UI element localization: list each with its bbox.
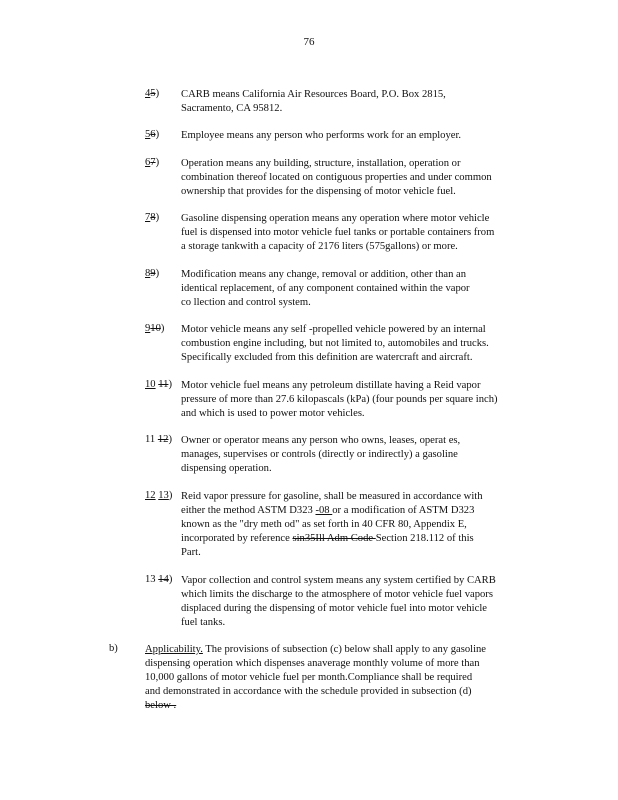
definition-text: Employee means any person who performs work for an employer. [181, 130, 462, 141]
item-number: 10 11) [145, 379, 172, 390]
item-number: 11 12) [145, 434, 172, 445]
definition-text: Owner or operator means any person who owns, leases, operat es, manages, supervises or controls (directly or indirectly) a gasoline dispensing operation. [181, 435, 461, 474]
definition-text: Motor vehicle fuel means any petroleum distillate having a Reid vapor pressure of more than 27.6 kilopascals (kPa) (four pounds per square inch) and which is used to power motor vehicles. [181, 380, 498, 419]
section-text: Applicability. The provisions of subsection (c) below shall apply to any gasoline dispensing operation which dispenses anaverage monthly volume of more than 10,000 gallons of motor vehicle fuel per month.Compliance shall be required and demonstrated in accordance with the schedule provided in subsection (d) below . [145, 644, 487, 711]
definition-text: Modification means any change, removal or addition, other than an identical replacement, of any component contained within the vapor co llection and control system. [181, 269, 470, 308]
definition-item [145, 268, 537, 310]
section-b [109, 643, 539, 713]
definition-item [145, 323, 537, 365]
item-number: 67) [145, 157, 160, 168]
item-number: 56) [145, 129, 160, 140]
definition-item [145, 434, 537, 476]
item-number: 13 14) [145, 574, 173, 585]
item-number: 78) [145, 212, 160, 223]
definition-item [145, 574, 537, 630]
definition-text: CARB means California Air Resources Board, P.O. Box 2815, Sacramento, CA 95812. [181, 89, 446, 114]
definition-item [145, 157, 537, 199]
definition-item [145, 490, 537, 560]
section-label: b) [109, 643, 118, 654]
item-number: 910) [145, 323, 165, 334]
definition-text: Motor vehicle means any self -propelled vehicle powered by an internal combustion engine including, but not limited to, automobiles and trucks. Specifically excluded from this definition are watercraft and aircraft. [181, 324, 489, 363]
section-heading: Applicability. [145, 644, 203, 655]
definition-text: Gasoline dispensing operation means any operation where motor vehicle fuel is dispensed into motor vehicle fuel tanks or portable containers from a storage tankwith a capacity of 2176 liters (575gallons) or more. [181, 213, 495, 252]
item-number: 89) [145, 268, 160, 279]
definition-item [145, 379, 537, 421]
definition-item [145, 88, 537, 116]
definition-text: Reid vapor pressure for gasoline, shall be measured in accordance with either the method ASTM D323 -08 or a modification of ASTM D323 known as the "dry meth od" as set forth in 40 CFR 80, Appendix E, incorporated by reference sin35Ill Adm Code Section 218.112 of this Part. [181, 491, 483, 558]
item-number: 12 13) [145, 490, 173, 501]
definition-item [145, 212, 537, 254]
definition-text: Vapor collection and control system means any system certified by CARB which limits the discharge to the atmosphere of motor vehicle fuel vapors displaced during the dispensing of motor vehicle fuel into motor vehicle fuel tanks. [181, 575, 496, 628]
definition-item [145, 129, 537, 143]
item-number: 45) [145, 88, 160, 99]
definition-text: Operation means any building, structure, installation, operation or combination thereof located on contiguous properties and under common ownership that provides for the dispensing of motor vehicle fuel. [181, 158, 492, 197]
page-number: 76 [303, 36, 315, 48]
